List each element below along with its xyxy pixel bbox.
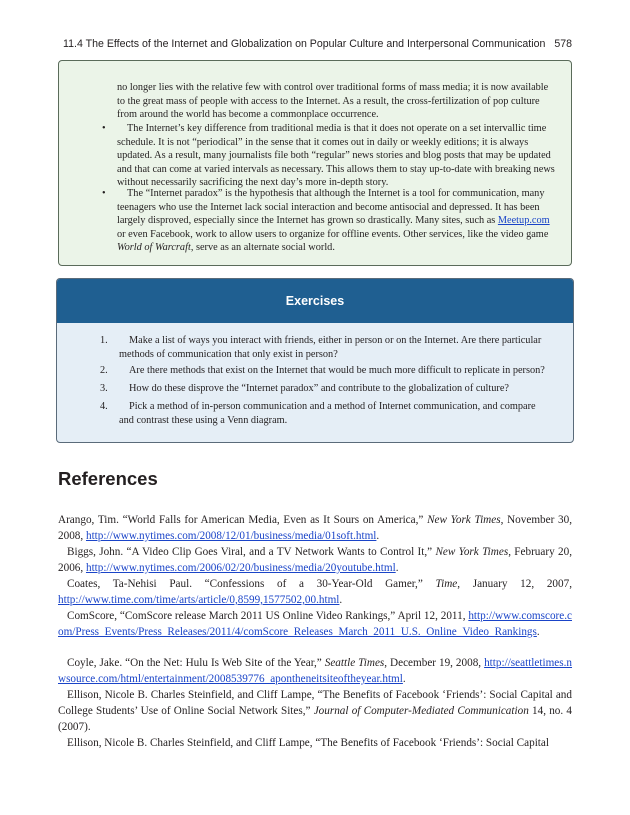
reference-text: . bbox=[536, 625, 540, 638]
exercise-item bbox=[100, 364, 549, 378]
reference-entry bbox=[58, 609, 572, 641]
exercise-number: 4. bbox=[100, 401, 108, 412]
reference-entry bbox=[58, 577, 572, 609]
reference-text: . bbox=[339, 593, 343, 606]
takeaway-bullet-2-text: The “Internet paradox” is the hypothesis that although the Internet is a tool for communication, many teenagers who use the Internet lack social interaction and become antisocial and depressed. It has been largely disproved, especially since the Internet has grown so drastically. Many sites, such as bbox=[117, 188, 545, 226]
exercise-text: Are there methods that exist on the Internet that would be much more difficult to replicate in person? bbox=[129, 365, 545, 376]
reference-entry bbox=[58, 688, 572, 735]
reference-text: Biggs, John. “A Video Clip Goes Viral, and a TV Network Wants to Control It,” bbox=[67, 546, 436, 558]
running-header bbox=[0, 38, 572, 50]
reference-text: Ellison, Nicole B. Charles Steinfield, and Cliff Lampe, “The Benefits of Facebook ‘Friends’: Social Capital and College Students’ Use of Online Social Network Sites,” bbox=[58, 689, 572, 717]
reference-text: ComScore, “ComScore release March 2011 US Online Video Rankings,” April 12, 2011, bbox=[67, 610, 469, 622]
reference-text: , January 12, 2007, bbox=[457, 578, 572, 590]
key-takeaways-box bbox=[58, 60, 572, 266]
reference-link[interactable]: http://seattletimes.nwsource.com/html/entertainment/2008539776_apontheneitsiteoftheyear.html bbox=[58, 657, 573, 685]
reference-source: Seattle Times bbox=[324, 657, 385, 669]
bullet-icon: • bbox=[102, 123, 106, 134]
takeaway-bullet-1 bbox=[102, 122, 557, 190]
meetup-link[interactable]: Meetup.com bbox=[497, 215, 550, 226]
exercise-item bbox=[100, 382, 549, 396]
reference-text: . bbox=[395, 561, 399, 574]
exercises-box bbox=[56, 278, 574, 443]
reference-entry bbox=[58, 736, 572, 752]
exercise-number: 2. bbox=[100, 365, 108, 376]
reference-source: New York Times bbox=[435, 546, 509, 558]
reference-entry bbox=[58, 656, 572, 688]
reference-text: . bbox=[376, 529, 380, 542]
reference-source: Journal of Computer-Mediated Communication bbox=[313, 704, 529, 717]
exercise-text: How do these disprove the “Internet paradox” and contribute to the globalization of culture? bbox=[129, 383, 509, 394]
exercise-text: Pick a method of in-person communication and a method of Internet communication, and compare and contrast these using a Venn diagram. bbox=[119, 401, 536, 426]
exercise-number: 3. bbox=[100, 383, 108, 394]
reference-entry bbox=[58, 513, 572, 545]
reference-entry bbox=[58, 545, 572, 577]
reference-text: , December 19, 2008, bbox=[384, 657, 485, 669]
reference-link[interactable]: http://www.nytimes.com/2006/02/20/business/media/20youtube.html bbox=[85, 561, 396, 574]
reference-text: Coyle, Jake. “On the Net: Hulu Is Web Site of the Year,” bbox=[67, 657, 325, 669]
takeaway-bullet-2-text: , serve as an alternate social world. bbox=[190, 242, 335, 253]
takeaway-continuation: no longer lies with the relative few with control over traditional forms of mass media; it is now available to the great mass of people with access to the Internet. As a result, the cross-fertilization of pop culture from around the world has become a commonplace occurrence. bbox=[117, 82, 549, 120]
reference-link[interactable]: http://www.comscore.com/Press_Events/Press_Releases/2011/4/comScore_Releases_March_2011_U.S._Online_Video_Rankings bbox=[58, 610, 572, 638]
reference-text: Coates, Ta-Nehisi Paul. “Confessions of a 30-Year-Old Gamer,” bbox=[67, 578, 436, 590]
reference-text: 14, no. 4 (2007). bbox=[58, 704, 573, 733]
reference-source: Time bbox=[435, 578, 458, 590]
exercise-number: 1. bbox=[100, 335, 108, 346]
reference-text: Arango, Tim. “World Falls for American Media, Even as It Sours on America,” bbox=[58, 514, 428, 526]
exercise-item bbox=[100, 334, 549, 361]
page-number: 578 bbox=[554, 38, 572, 50]
takeaway-bullet-2-text: or even Facebook, work to allow users to organize for offline events. Other services, like the video game bbox=[117, 228, 549, 240]
reference-text: . bbox=[402, 672, 406, 685]
exercise-item bbox=[100, 400, 549, 427]
bullet-icon: • bbox=[102, 188, 106, 199]
reference-text: , November 30, 2008, bbox=[58, 514, 572, 542]
game-title: World of Warcraft bbox=[117, 242, 191, 253]
takeaway-bullet-1-text: The Internet’s key difference from traditional media is that it does not operate on a set intervallic time schedule. It is not “periodical” in the sense that it comes out in daily or weekly editions; it is always updated. As a result, many journalists file both “regular” news stories and blog posts that may be updated and that can come at varied intervals as necessary. This allows them to stay up-to-date with breaking news without necessarily sacrificing the next day’s more in-depth story. bbox=[117, 123, 555, 188]
takeaway-bullet-2 bbox=[102, 187, 557, 255]
reference-text: , February 20, 2006, bbox=[58, 546, 572, 574]
running-title: 11.4 The Effects of the Internet and Globalization on Popular Culture and Interpersonal Communication bbox=[63, 38, 546, 50]
reference-source: New York Times bbox=[427, 514, 501, 526]
reference-text: Ellison, Nicole B. Charles Steinfield, and Cliff Lampe, “The Benefits of Facebook ‘Friends’: Social Capital bbox=[67, 737, 549, 749]
references-heading: References bbox=[58, 468, 158, 489]
reference-link[interactable]: http://www.nytimes.com/2008/12/01/business/media/01soft.html bbox=[85, 529, 377, 542]
reference-link[interactable]: http://www.time.com/time/arts/article/0,8599,1577502,00.html bbox=[58, 593, 340, 606]
exercise-text: Make a list of ways you interact with friends, either in person or on the Internet. Are there particular methods of communication that only exist in person? bbox=[119, 335, 542, 360]
exercises-title: Exercises bbox=[57, 279, 573, 323]
